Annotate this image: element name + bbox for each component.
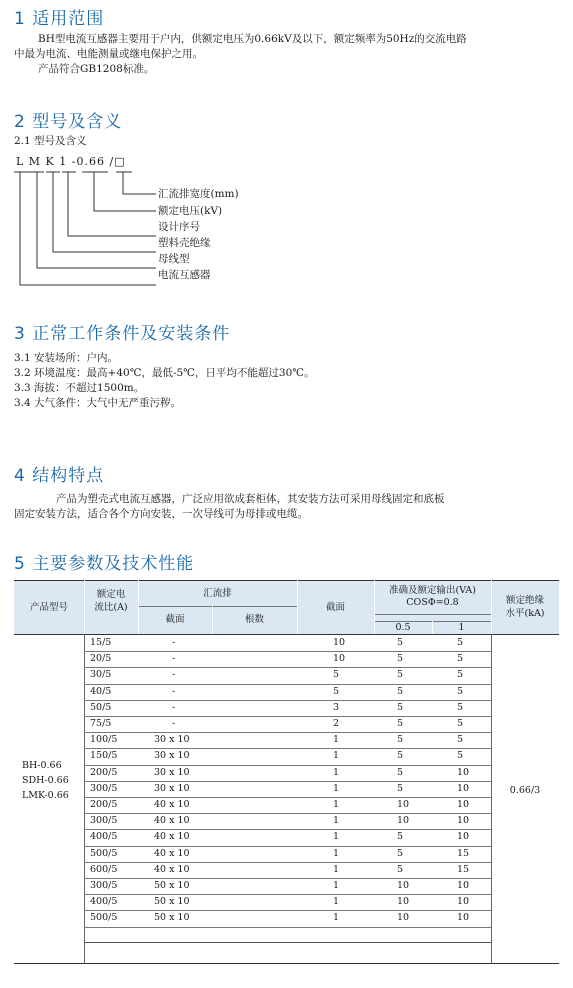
header-acc-05: 0.5 [395,622,411,633]
cell-bus: 50 x 10 [154,880,190,891]
label-rated-voltage: 额定电压(kV) [158,205,223,217]
cell-a1: 10 [457,912,470,924]
cell-sec: 1 [333,815,340,827]
bracket-width [123,172,156,194]
cell-bus: 40 x 10 [154,815,190,827]
cell-ratio: 400/5 [90,896,118,908]
cell-a05: 5 [397,653,404,665]
cell-ratio: 500/5 [90,912,118,924]
table-row [14,879,559,895]
cell-sec: 5 [333,685,340,697]
header-busbar: 汇流排 [203,588,232,599]
cell-sec: 2 [333,718,340,729]
section-4-para-2: 固定安装方法，适合各个方向安装，一次导线可为母排或电缆。 [14,508,308,520]
header-busbar-section: 截面 [165,614,185,625]
table-row [14,717,559,733]
cell-ratio: 150/5 [90,750,118,762]
cell-ratio: 200/5 [90,799,118,810]
cell-ratio: 20/5 [90,653,112,665]
section-2-title: 2 型号及含义 [14,112,123,132]
condition-2: 3.2 环境温度：最高+40℃，最低-5℃，日平均不能超过30℃。 [14,367,315,379]
cell-a05: 5 [397,782,404,794]
label-current-transformer: 电流互感器 [158,269,211,281]
table-row [14,911,559,927]
cell-a1: 15 [457,863,470,875]
model-diagram [0,0,573,300]
cell-ratio: 15/5 [90,637,112,648]
model-sdh: SDH-0.66 [22,775,69,786]
label-design-number: 设计序号 [158,221,200,233]
cell-sec: 1 [333,863,340,875]
cell-a05: 5 [397,863,404,875]
cell-a05: 5 [397,701,404,713]
model-lmk: LMK-0.66 [22,790,69,801]
cell-ratio: 75/5 [90,718,112,729]
table-row [14,895,559,911]
cell-bus: 30 x 10 [154,766,190,778]
cell-sec: 1 [333,831,340,843]
cell-sec: 1 [333,880,340,891]
cell-sec: 1 [333,912,340,924]
cell-a1: 10 [457,880,470,891]
cell-ratio: 40/5 [90,685,112,697]
cell-bus: - [172,701,176,713]
cell-sec: 1 [333,896,340,908]
cell-bus: 50 x 10 [154,912,190,924]
cell-a05: 5 [397,831,404,843]
cell-sec: 5 [333,669,340,681]
cell-sec: 1 [333,750,340,762]
cell-a05: 10 [397,896,410,908]
cell-bus: 40 x 10 [154,863,190,875]
bracket-1 [68,172,156,236]
cell-ratio: 300/5 [90,880,118,891]
parameters-table [14,580,559,964]
section-1-title: 1 适用范围 [14,9,105,29]
cell-a1: 5 [457,653,464,665]
cell-a05: 10 [397,815,410,827]
cell-bus: - [172,669,176,681]
section-4-title: 4 结构特点 [14,466,105,486]
cell-a1: 10 [457,782,470,794]
cell-sec: 1 [333,847,340,859]
cell-bus: 30 x 10 [154,734,190,746]
cell-bus: 50 x 10 [154,896,190,908]
insulation-value: 0.66/3 [509,785,541,796]
bracket-m [37,172,156,268]
cell-a1: 15 [457,847,470,859]
cell-sec: 1 [333,734,340,746]
table-row [14,847,559,863]
header-section: 截面 [325,602,345,613]
table-row [14,814,559,830]
cell-ratio: 30/5 [90,669,112,681]
bracket-voltage [94,172,156,211]
cell-ratio: 300/5 [90,815,118,827]
cell-ratio: 300/5 [90,782,118,794]
table-row [14,766,559,782]
cell-a1: 10 [457,799,470,810]
header-busbar-count: 根数 [244,614,264,625]
cell-sec: 10 [333,653,346,665]
cell-a1: 10 [457,766,470,778]
cell-a1: 5 [457,685,464,697]
header-ratio: 额定电 流比(A) [94,589,128,613]
section-4-para-1: 产品为塑壳式电流互感器，广泛应用欲成套柜体，其安装方法可采用母线固定和底板 [56,493,445,505]
cell-bus: 30 x 10 [154,782,190,794]
table-row [14,733,559,749]
header-accuracy: 准确及额定输出(VA) COSΦ=0.8 [389,585,476,608]
label-busbar-width: 汇流排宽度(mm) [158,188,239,200]
cell-a05: 5 [397,750,404,762]
label-plastic-insulation: 塑料壳绝缘 [158,237,211,249]
table-row [14,636,559,652]
section-1-para-1: BH型电流互感器主要用于户内，供额定电压为0.66kV及以下，额定频率为50Hz的交流电路 [38,33,467,45]
cell-ratio: 200/5 [90,766,118,778]
cell-ratio: 50/5 [90,701,112,713]
cell-bus: - [172,685,176,697]
cell-a1: 5 [457,718,464,729]
table-row [14,652,559,668]
cell-a1: 10 [457,831,470,843]
cell-sec: 1 [333,782,340,794]
header-acc-1: 1 [458,622,465,633]
cell-a05: 5 [397,669,404,681]
condition-3: 3.3 海拔：不超过1500m。 [14,382,145,394]
cell-a05: 5 [397,847,404,859]
cell-a05: 10 [397,880,410,891]
table-row [14,685,559,701]
section-1-para-2: 中最为电流、电能测量或继电保护之用。 [14,48,203,60]
section-3-title: 3 正常工作条件及安装条件 [14,324,231,344]
cell-a05: 5 [397,718,404,729]
cell-a1: 5 [457,701,464,713]
cell-a05: 5 [397,637,404,648]
cell-ratio: 100/5 [90,734,118,746]
cell-a1: 10 [457,815,470,827]
cell-a1: 10 [457,896,470,908]
cell-a05: 5 [397,734,404,746]
section-2-subtitle: 2.1 型号及含义 [14,135,87,147]
table-row [14,701,559,717]
cell-bus: 30 x 10 [154,750,190,762]
header-insulation: 额定绝缘 水平(kA) [505,595,545,619]
section-5-title: 5 主要参数及技术性能 [14,554,195,574]
model-code: L M K 1 -0.66 /□ [16,155,126,168]
section-1-para-3: 产品符合GB1208标准。 [38,63,155,75]
cell-bus: 40 x 10 [154,831,190,843]
cell-bus: 40 x 10 [154,799,190,810]
table-row [14,749,559,765]
cell-a1: 5 [457,734,464,746]
header-model: 产品型号 [29,602,68,613]
cell-sec: 1 [333,799,340,810]
cell-ratio: 400/5 [90,831,118,843]
cell-a05: 5 [397,766,404,778]
cell-a05: 5 [397,685,404,697]
cell-bus: - [172,637,176,648]
cell-a1: 5 [457,637,464,648]
cell-a1: 5 [457,669,464,681]
cell-ratio: 600/5 [90,863,118,875]
cell-sec: 3 [333,701,340,713]
cell-a05: 10 [397,799,410,810]
table-row [14,782,559,798]
cell-ratio: 500/5 [90,847,118,859]
cell-a1: 5 [457,750,464,762]
cell-sec: 10 [333,637,346,648]
cell-bus: - [172,653,176,665]
cell-bus: 40 x 10 [154,847,190,859]
table-row [14,830,559,846]
cell-sec: 1 [333,766,340,778]
table-row [14,798,559,814]
table-row [14,668,559,684]
table-row [14,863,559,879]
cell-bus: - [172,718,176,729]
condition-4: 3.4 大气条件：大气中无严重污秽。 [14,397,182,409]
cell-a05: 10 [397,912,410,924]
model-bh: BH-0.66 [22,760,62,771]
condition-1: 3.1 安装场所：户内。 [14,352,119,364]
label-busbar-type: 母线型 [158,253,190,265]
